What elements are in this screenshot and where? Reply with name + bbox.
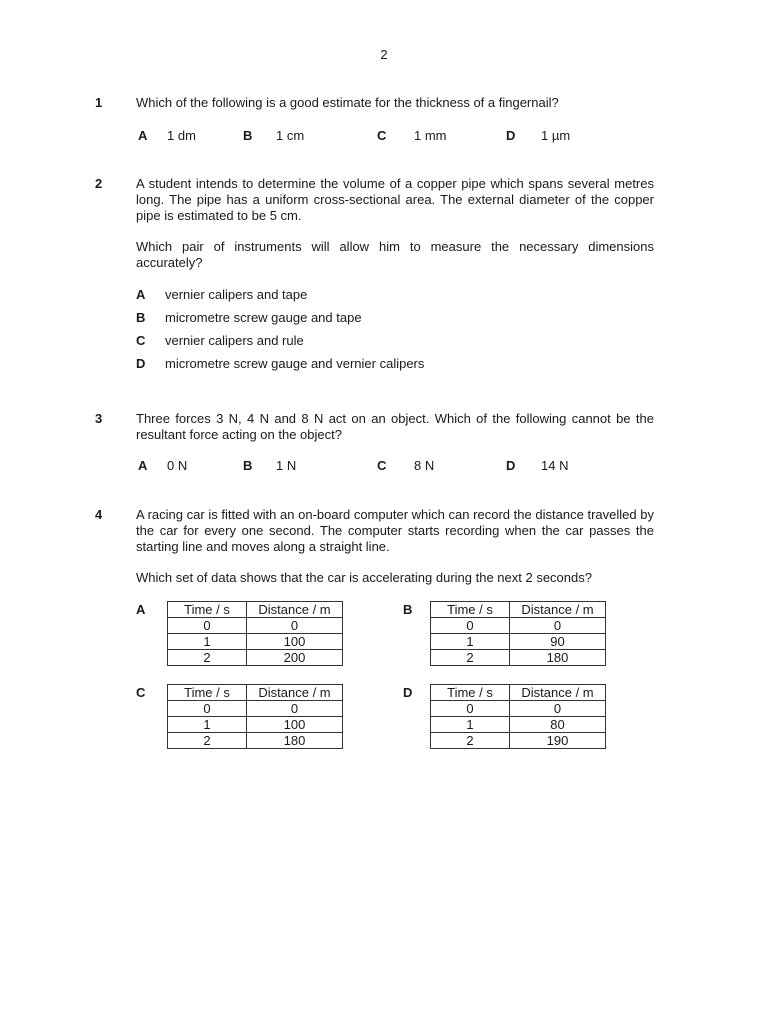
table-row — [168, 634, 343, 650]
option-letter: C — [136, 333, 146, 348]
table-row — [431, 650, 606, 666]
table-header-row — [431, 685, 606, 701]
table-cell: 80 — [510, 717, 606, 733]
options-row — [0, 458, 768, 474]
options-row — [0, 128, 768, 144]
table-row — [431, 701, 606, 717]
option-item — [0, 356, 768, 372]
table-cell: 0 — [510, 618, 606, 634]
option-text: vernier calipers and tape — [165, 287, 308, 302]
option-item — [0, 287, 768, 303]
question-number: 3 — [95, 411, 103, 426]
table-cell: 180 — [510, 650, 606, 666]
question-stem: Three forces 3 N, 4 N and 8 N act on an object. Which of the following cannot be the resultant force acting on the object? — [136, 411, 654, 442]
option-letter: A — [138, 128, 148, 143]
option-text: micrometre screw gauge and vernier calipers — [165, 356, 425, 371]
data-table-d — [430, 684, 606, 749]
option-text: vernier calipers and rule — [165, 333, 304, 348]
question-number: 1 — [95, 95, 103, 110]
option-item — [0, 333, 768, 349]
option-item — [0, 310, 768, 326]
table-cell: 0 — [168, 701, 247, 717]
option-text: 0 N — [167, 458, 188, 473]
option-text: micrometre screw gauge and tape — [165, 310, 362, 325]
table-header-row — [168, 685, 343, 701]
table-cell: 190 — [510, 733, 606, 749]
option-letter: A — [138, 458, 148, 473]
option-letter: B — [136, 310, 146, 325]
option-text: 1 dm — [167, 128, 196, 143]
table-header: Distance / m — [247, 602, 343, 618]
table-header-row — [168, 602, 343, 618]
question-number: 4 — [95, 507, 103, 522]
option-letter: C — [377, 458, 387, 473]
table-row — [168, 733, 343, 749]
table-letter: D — [403, 685, 413, 700]
table-row — [431, 733, 606, 749]
table-header: Distance / m — [247, 685, 343, 701]
table-row — [168, 650, 343, 666]
table-header: Time / s — [431, 685, 510, 701]
data-table-b — [430, 601, 606, 666]
table-cell: 0 — [431, 618, 510, 634]
table-row — [431, 618, 606, 634]
table-header: Distance / m — [510, 685, 606, 701]
question-number: 2 — [95, 176, 103, 191]
option-letter: B — [243, 458, 253, 473]
option-text: 1 cm — [276, 128, 305, 143]
table-cell: 1 — [168, 717, 247, 733]
option-text: 8 N — [414, 458, 435, 473]
page-number: 2 — [380, 47, 388, 62]
table-header-row — [431, 602, 606, 618]
table-letter: A — [136, 602, 146, 617]
table-cell: 2 — [168, 650, 247, 666]
table-letter: B — [403, 602, 413, 617]
question-stem: A student intends to determine the volume of a copper pipe which spans several metres long. The pipe has a uniform cross-sectional area. The external diameter of the copper pipe is estimated to be 5 cm. — [136, 176, 654, 223]
table-cell: 0 — [168, 618, 247, 634]
table-cell: 100 — [247, 634, 343, 650]
option-text: 1 µm — [541, 128, 571, 143]
table-cell: 1 — [431, 634, 510, 650]
option-letter: D — [506, 128, 516, 143]
table-cell: 0 — [510, 701, 606, 717]
question-stem: Which of the following is a good estimate for the thickness of a fingernail? — [136, 95, 559, 110]
table-cell: 2 — [431, 650, 510, 666]
table-header: Time / s — [168, 602, 247, 618]
data-table-a — [167, 601, 343, 666]
table-cell: 1 — [431, 717, 510, 733]
question-stem: A racing car is fitted with an on-board computer which can record the distance travelled by the car for every one second. The computer starts recording when the car passes the starting line and moves along a straight line. — [136, 507, 654, 554]
table-row — [431, 717, 606, 733]
question-prompt: Which set of data shows that the car is accelerating during the next 2 seconds? — [136, 570, 592, 585]
table-row — [168, 717, 343, 733]
table-header: Time / s — [431, 602, 510, 618]
option-text: 1 mm — [414, 128, 447, 143]
table-cell: 0 — [247, 618, 343, 634]
table-letter: C — [136, 685, 146, 700]
table-cell: 180 — [247, 733, 343, 749]
table-row — [168, 618, 343, 634]
table-header: Time / s — [168, 685, 247, 701]
table-row — [168, 701, 343, 717]
table-cell: 0 — [431, 701, 510, 717]
table-cell: 90 — [510, 634, 606, 650]
option-text: 1 N — [276, 458, 297, 473]
option-letter: D — [136, 356, 146, 371]
table-cell: 100 — [247, 717, 343, 733]
option-letter: D — [506, 458, 516, 473]
table-cell: 1 — [168, 634, 247, 650]
option-letter: B — [243, 128, 253, 143]
table-cell: 2 — [431, 733, 510, 749]
question-prompt: Which pair of instruments will allow him to measure the necessary dimensions accurately? — [136, 239, 654, 270]
data-table-c — [167, 684, 343, 749]
option-letter: C — [377, 128, 387, 143]
table-cell: 2 — [168, 733, 247, 749]
option-letter: A — [136, 287, 146, 302]
table-row — [431, 634, 606, 650]
table-cell: 200 — [247, 650, 343, 666]
option-text: 14 N — [541, 458, 569, 473]
table-cell: 0 — [247, 701, 343, 717]
table-header: Distance / m — [510, 602, 606, 618]
